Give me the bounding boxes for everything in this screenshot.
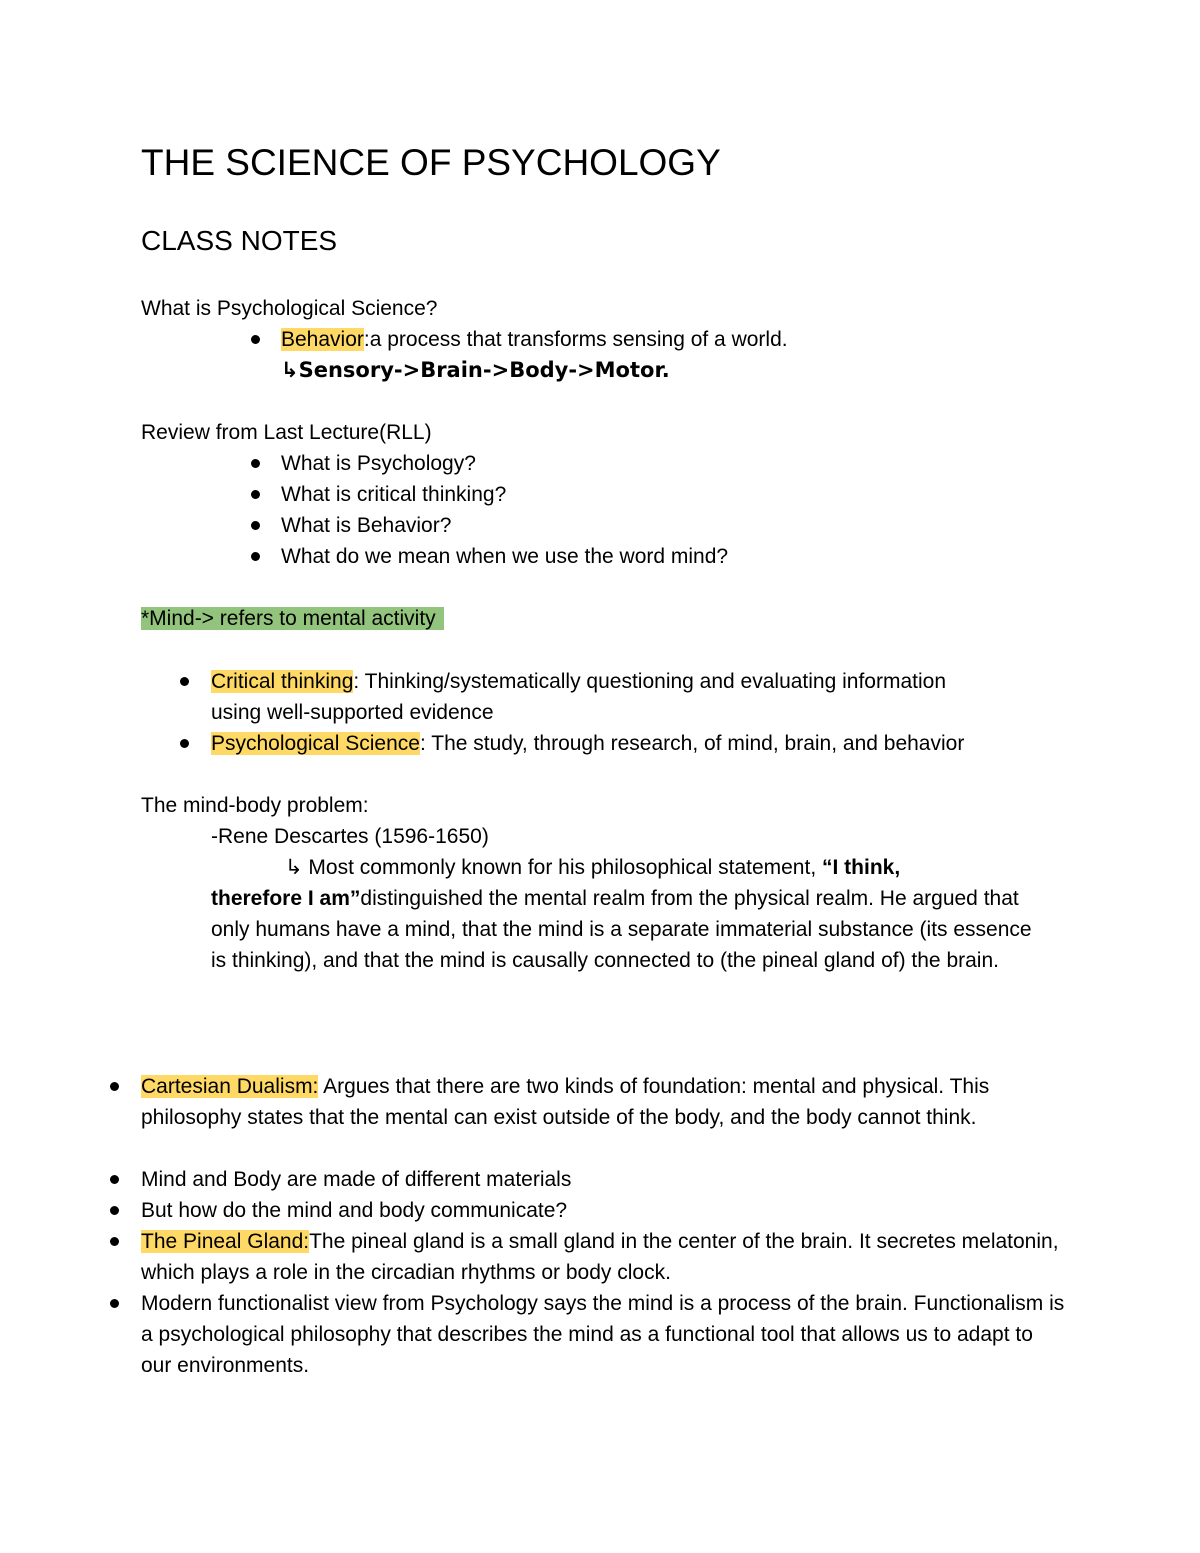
descartes-paragraph <box>211 852 1041 976</box>
list-item-behavior <box>281 324 788 355</box>
descartes-quote: “I think, <box>822 856 901 879</box>
definition-pineal-gland: The pineal gland is a small gland in the center of the brain. It secretes melatonin, which plays a role in the circadian rhythms or body clock. <box>141 1230 1059 1284</box>
definition-psychological-science: : The study, through research, of mind, brain, and behavior <box>419 732 965 755</box>
bullet <box>180 677 189 686</box>
section-heading-psych-science: What is Psychological Science? <box>141 297 438 320</box>
bullet <box>251 459 260 468</box>
behavior-chain: ↳Sensory->Brain->Body->Motor. <box>281 358 670 382</box>
descartes-paragraph-rest: distinguished the mental realm from the physical realm. He argued that only humans have a mind, that the mind is a separate immaterial substance (its essence is thinking), and that the mind is causally connected to (the pineal gland of) the brain. <box>211 887 1032 972</box>
definition-cartesian-dualism: Argues that there are two kinds of foundation: mental and physical. This philosophy states that the mental can exist outside of the body, and the body cannot think. <box>141 1075 990 1129</box>
bullet <box>110 1175 119 1184</box>
term-pineal-gland: The Pineal Gland: <box>141 1230 310 1253</box>
page-title: THE SCIENCE OF PSYCHOLOGY <box>141 142 721 183</box>
bullet <box>180 739 189 748</box>
list-item: What do we mean when we use the word mind? <box>281 545 729 568</box>
list-item: What is Behavior? <box>281 514 452 537</box>
list-item-pineal-gland <box>141 1226 1066 1288</box>
list-item-critical-thinking <box>211 666 946 697</box>
bullet <box>251 521 260 530</box>
section-heading-mind-body: The mind-body problem: <box>141 794 369 817</box>
bullet <box>251 335 260 344</box>
list-item-functionalism: Modern functionalist view from Psychology says the mind is a process of the brain. Functionalism is a psychological philosophy that describes the mind as a functional tool that allows us to adapt to our environments. <box>141 1292 1065 1377</box>
bullet <box>110 1082 119 1091</box>
list-item: But how do the mind and body communicate? <box>141 1199 568 1222</box>
term-psychological-science: Psychological Science <box>211 732 420 755</box>
page-subtitle: CLASS NOTES <box>141 225 338 256</box>
definition-critical-thinking: : Thinking/systematically questioning and evaluating information <box>353 670 947 693</box>
bullet <box>110 1237 119 1246</box>
list-item: Mind and Body are made of different materials <box>141 1168 572 1191</box>
descartes-arrow-text: ↳ Most commonly known for his philosophical statement, <box>285 856 822 879</box>
term-critical-thinking: Critical thinking <box>211 670 354 693</box>
mind-note <box>141 603 444 634</box>
person-descartes: -Rene Descartes (1596-1650) <box>211 825 489 848</box>
list-item: What is critical thinking? <box>281 483 507 506</box>
bullet <box>251 552 260 561</box>
bullet <box>110 1299 119 1308</box>
descartes-quote-cont: therefore I am” <box>211 887 361 910</box>
definition-critical-thinking-cont: using well-supported evidence <box>211 701 494 724</box>
list-item-cartesian-dualism <box>141 1071 1061 1133</box>
bullet <box>110 1206 119 1215</box>
mind-note-highlight: *Mind-> refers to mental activity <box>141 607 444 630</box>
term-behavior: Behavior <box>281 328 364 351</box>
section-heading-review: Review from Last Lecture(RLL) <box>141 421 432 444</box>
list-item-psychological-science <box>211 728 964 759</box>
bullet <box>251 490 260 499</box>
definition-behavior: :a process that transforms sensing of a world. <box>363 328 788 351</box>
term-cartesian-dualism: Cartesian Dualism: <box>141 1075 319 1098</box>
list-item: What is Psychology? <box>281 452 476 475</box>
